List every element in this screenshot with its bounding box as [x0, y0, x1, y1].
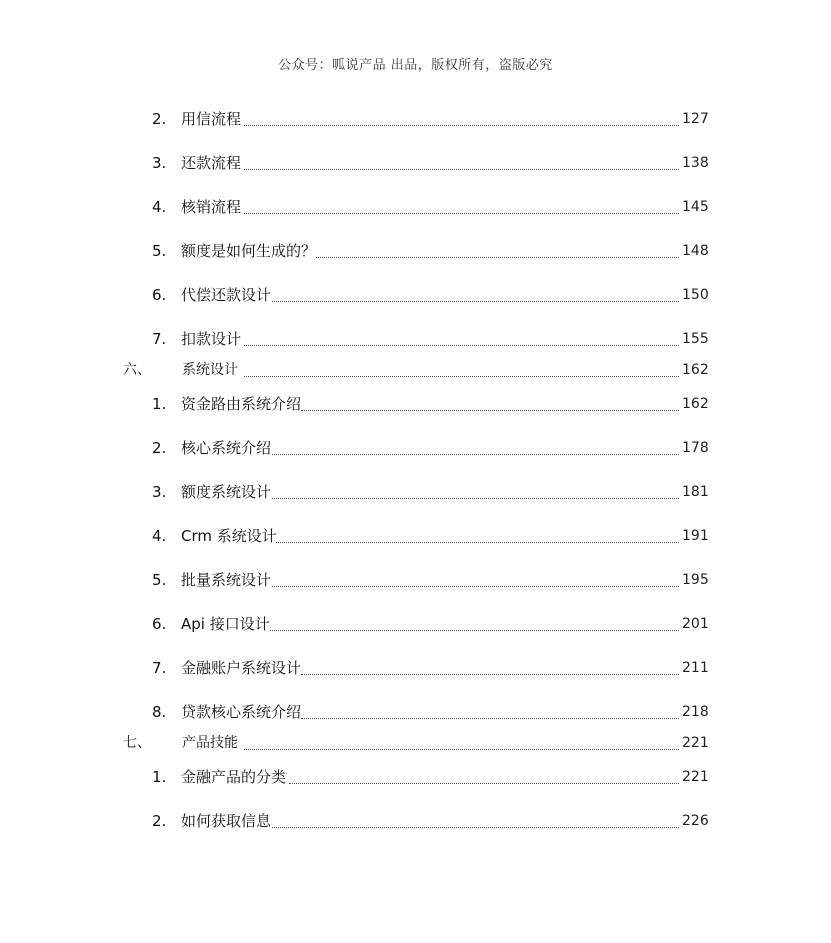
toc-entry-page: 181 — [682, 484, 709, 500]
toc-entry-page: 221 — [682, 735, 709, 751]
toc-entry-title: 金融账户系统设计 — [181, 659, 302, 677]
toc-entry-title: 额度是如何生成的？ — [181, 242, 317, 260]
toc-entry-page: 148 — [682, 243, 709, 259]
toc-entry-number: 5. — [152, 242, 167, 260]
toc-entry-page: 150 — [682, 287, 709, 303]
toc-entry-title: 核销流程 — [181, 198, 242, 216]
toc-entry-title: 金融产品的分类 — [181, 768, 287, 786]
toc-entry[interactable] — [0, 108, 831, 130]
toc-entry-number: 4. — [152, 527, 167, 545]
toc-entry-title: 额度系统设计 — [181, 483, 272, 501]
toc-entry-title: 贷款核心系统介绍 — [181, 703, 302, 721]
toc-entry-title: 资金路由系统介绍 — [181, 395, 302, 413]
toc-entry-title: 还款流程 — [181, 154, 242, 172]
toc-entry-number: 1. — [152, 768, 167, 786]
toc-section-number: 六、 — [123, 362, 151, 378]
toc-entry[interactable] — [0, 701, 831, 723]
toc-entry[interactable] — [0, 152, 831, 174]
toc-leader-dots — [244, 323, 679, 346]
toc-entry-number: 3. — [152, 154, 167, 172]
toc-entry[interactable] — [0, 328, 831, 350]
toc-entry-number: 2. — [152, 110, 167, 128]
toc-leader-dots — [272, 279, 679, 302]
toc-entry[interactable] — [0, 569, 831, 591]
toc-entry-title: 用信流程 — [181, 110, 242, 128]
toc-section-title: 系统设计 — [182, 362, 238, 378]
toc-entry-page: 155 — [682, 331, 709, 347]
toc-entry-page: 191 — [682, 528, 709, 544]
toc-entry-page: 127 — [682, 111, 709, 127]
toc-leader-dots — [244, 354, 679, 377]
toc-leader-dots — [301, 696, 679, 719]
toc-leader-dots — [272, 805, 679, 828]
toc-leader-dots — [272, 564, 679, 587]
toc-section-title: 产品技能 — [182, 735, 238, 751]
page-header: 公众号：呱说产品 出品，版权所有，盗版必究 — [278, 58, 553, 73]
toc-section-number: 七、 — [123, 735, 151, 751]
toc-entry-title: 代偿还款设计 — [181, 286, 272, 304]
toc-entry-page: 195 — [682, 572, 709, 588]
toc-entry-page: 218 — [682, 704, 709, 720]
toc-entry-title: 扣款设计 — [181, 330, 242, 348]
toc-leader-dots — [244, 727, 679, 750]
toc-entry-page: 162 — [682, 362, 709, 378]
toc-entry-page: 201 — [682, 616, 709, 632]
toc-leader-dots — [272, 476, 679, 499]
toc-leader-dots — [270, 608, 679, 631]
toc-entry-number: 6. — [152, 286, 167, 304]
toc-entry-number: 2. — [152, 439, 167, 457]
toc-entry-number: 7. — [152, 659, 167, 677]
toc-leader-dots — [289, 761, 679, 784]
toc-entry-page: 162 — [682, 396, 709, 412]
toc-entry-title: Api 接口设计 — [181, 615, 270, 633]
toc-entry-page: 211 — [682, 660, 709, 676]
toc-entry-page: 221 — [682, 769, 709, 785]
toc-entry-number: 5. — [152, 571, 167, 589]
toc-entry[interactable] — [0, 613, 831, 635]
toc-entry-page: 226 — [682, 813, 709, 829]
toc-entry[interactable] — [0, 437, 831, 459]
toc-entry-page: 178 — [682, 440, 709, 456]
toc-entry-number: 8. — [152, 703, 167, 721]
toc-section-entry[interactable] — [0, 732, 831, 754]
toc-leader-dots — [244, 147, 679, 170]
toc-entry[interactable] — [0, 196, 831, 218]
toc-entry-number: 4. — [152, 198, 167, 216]
toc-entry[interactable] — [0, 481, 831, 503]
toc-entry-title: 如何获取信息 — [181, 812, 272, 830]
toc-entry-page: 145 — [682, 199, 709, 215]
toc-entry[interactable] — [0, 525, 831, 547]
toc-entry[interactable] — [0, 657, 831, 679]
toc-entry-title: 批量系统设计 — [181, 571, 272, 589]
toc-leader-dots — [272, 432, 679, 455]
toc-leader-dots — [244, 191, 679, 214]
toc-leader-dots — [276, 520, 679, 543]
toc-section-entry[interactable] — [0, 359, 831, 381]
toc-entry-title: Crm 系统设计 — [181, 527, 277, 545]
toc-leader-dots — [244, 103, 679, 126]
toc-entry[interactable] — [0, 810, 831, 832]
toc-entry[interactable] — [0, 393, 831, 415]
toc-entry-page: 138 — [682, 155, 709, 171]
toc-entry[interactable] — [0, 240, 831, 262]
toc-entry-number: 3. — [152, 483, 167, 501]
toc-entry[interactable] — [0, 284, 831, 306]
toc-entry-number: 2. — [152, 812, 167, 830]
toc-entry[interactable] — [0, 766, 831, 788]
toc-entry-title: 核心系统介绍 — [181, 439, 272, 457]
toc-entry-number: 1. — [152, 395, 167, 413]
toc-leader-dots — [301, 652, 679, 675]
toc-entry-number: 7. — [152, 330, 167, 348]
toc-entry-number: 6. — [152, 615, 167, 633]
toc-leader-dots — [316, 235, 679, 258]
toc-leader-dots — [301, 388, 679, 411]
